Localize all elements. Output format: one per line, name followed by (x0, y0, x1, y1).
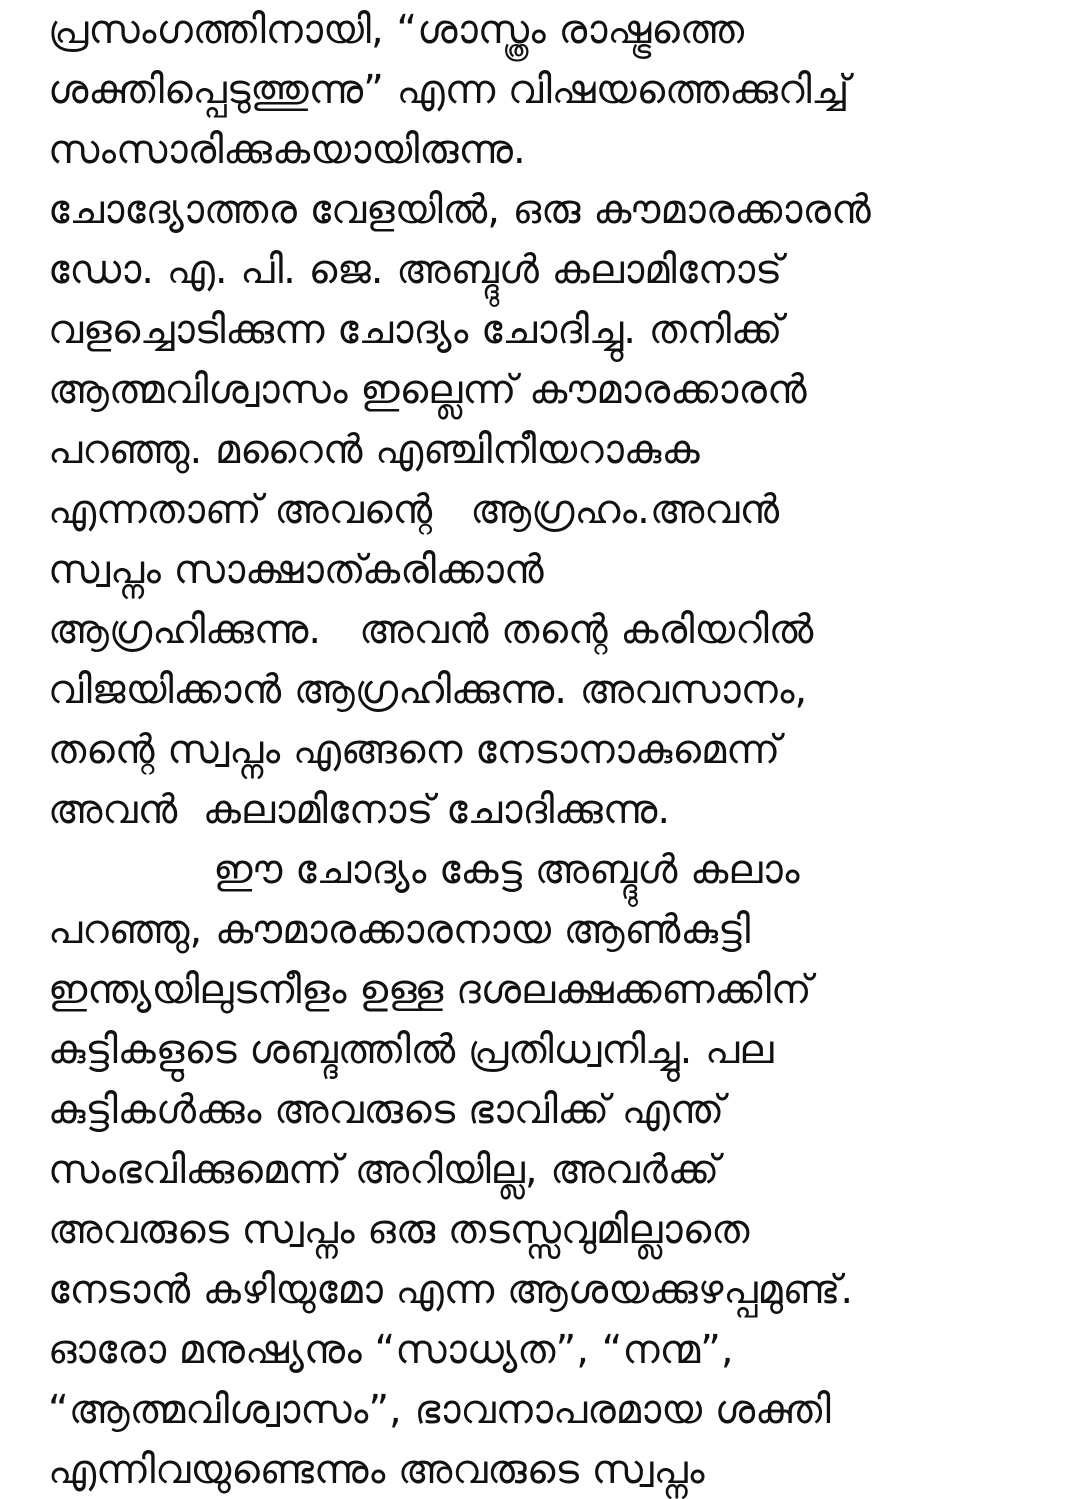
text-line-15: ഈ ചോദ്യം കേട്ട അബ്ദുൾ കലാം (48, 847, 800, 893)
text-line-12: വിജയിക്കാൻ ആഗ്രഹിക്കുന്നു. അവസാനം, (48, 667, 808, 713)
text-line-4: ചോദ്യോത്തര വേളയിൽ, ഒരു കൗമാരക്കാരൻ (48, 187, 871, 233)
text-line-3: സംസാരിക്കുകയായിരുന്നു. (48, 127, 526, 173)
text-line-22: നേടാൻ കഴിയുമോ എന്ന ആശയക്കുഴപ്പമുണ്ട്. (48, 1267, 854, 1313)
text-line-7: ആത്മവിശ്വാസം ഇല്ലെന്ന് കൗമാരക്കാരൻ (48, 367, 807, 413)
text-line-21: അവരുടെ സ്വപ്നം ഒരു തടസ്സവുമില്ലാതെ (48, 1207, 750, 1253)
text-line-9: എന്നതാണ് അവന്റെ ആഗ്രഹം.അവൻ (48, 487, 780, 533)
text-line-17: ഇന്ത്യയിലുടനീളം ഉള്ള ദശലക്ഷക്കണക്കിന് (48, 967, 812, 1013)
text-line-8: പറഞ്ഞു. മറൈൻ എഞ്ചിനീയറാകുക (48, 427, 700, 473)
text-line-19: കുട്ടികൾക്കും അവരുടെ ഭാവിക്ക് എന്ത് (48, 1087, 725, 1133)
text-line-5: ഡോ. എ. പി. ജെ. അബ്ദുൾ കലാമിനോട് (48, 247, 783, 293)
text-line-23: ഓരോ മനുഷ്യനും “സാധ്യത”, “നന്മ”, (48, 1327, 734, 1373)
text-line-18: കുട്ടികളുടെ ശബ്ദത്തിൽ പ്രതിധ്വനിച്ചു. പല (48, 1027, 774, 1073)
text-line-1: പ്രസംഗത്തിനായി, “ശാസ്ത്രം രാഷ്ട്രത്തെ (48, 7, 745, 53)
text-line-25: എന്നിവയുണ്ടെന്നും അവരുടെ സ്വപ്നം (48, 1447, 705, 1493)
document-text (48, 0, 1048, 1499)
text-line-16: പറഞ്ഞു, കൗമാരക്കാരനായ ആൺകുട്ടി (48, 907, 751, 953)
text-line-6: വളച്ചൊടിക്കുന്ന ചോദ്യം ചോദിച്ചു. തനിക്ക് (48, 307, 783, 353)
text-line-24: “ആത്മവിശ്വാസം”, ഭാവനാപരമായ ശക്തി (48, 1387, 831, 1433)
text-line-13: തന്റെ സ്വപ്നം എങ്ങനെ നേടാനാകുമെന്ന് (48, 727, 781, 773)
text-line-14: അവൻ കലാമിനോട് ചോദിക്കുന്നു. (48, 787, 671, 833)
text-line-11: ആഗ്രഹിക്കുന്നു. അവൻ തന്റെ കരിയറിൽ (48, 607, 814, 653)
text-line-20: സംഭവിക്കുമെന്ന് അറിയില്ല, അവർക്ക് (48, 1147, 720, 1193)
text-line-2: ശക്തിപ്പെടുത്തുന്നു” എന്ന വിഷയത്തെക്കുറിച്ച് (48, 67, 850, 113)
text-line-10: സ്വപ്നം സാക്ഷാത്കരിക്കാൻ (48, 547, 544, 593)
